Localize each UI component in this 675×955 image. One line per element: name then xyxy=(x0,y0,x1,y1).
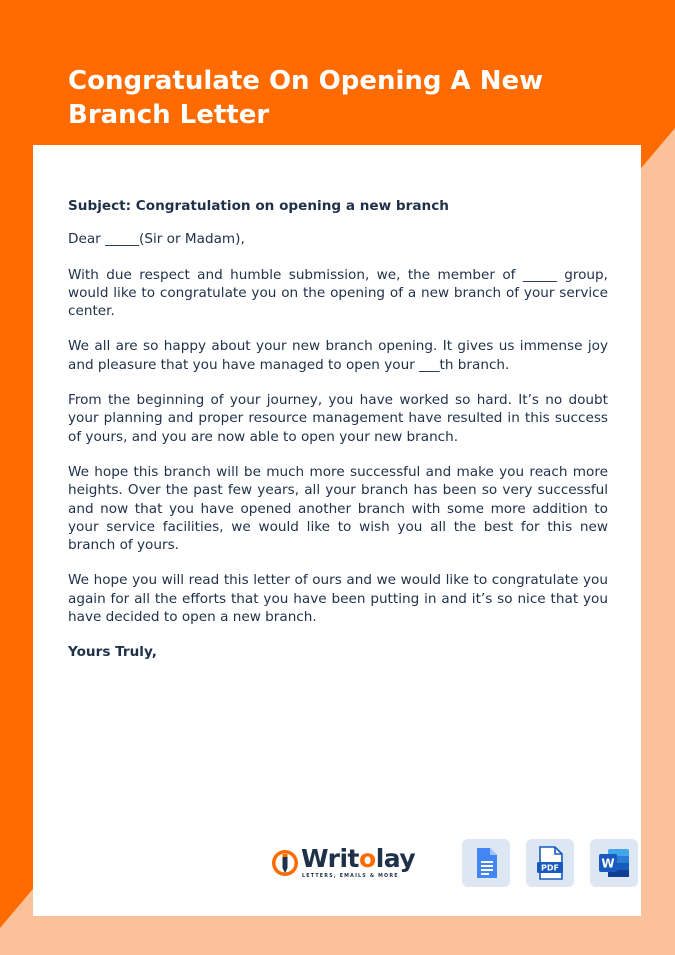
page-title: Congratulate On Opening A New Branch Letter xyxy=(68,66,544,130)
google-docs-button[interactable] xyxy=(462,839,510,887)
letter-salutation: Dear _____(Sir or Madam), xyxy=(68,231,245,248)
footer-bar xyxy=(271,839,615,889)
letter-paragraph: We hope you will read this letter of ours and we would like to congratulate you again for all the efforts that you have been putting in and it’s so nice that you have decided to open a new branch. xyxy=(68,572,608,626)
logo-text-part: lay xyxy=(375,844,416,873)
letter-paragraph: We hope this branch will be much more successful and make you reach more heights. Over the past few years, all your branch has been so very successful and now that you have opened another branch with some more addition to your service facilities, we would like to wish you all the best for this new branch of yours. xyxy=(68,463,608,554)
word-button[interactable] xyxy=(590,839,638,887)
logo-wordmark xyxy=(301,844,415,873)
pdf-button[interactable] xyxy=(526,839,574,887)
writolay-logo[interactable] xyxy=(271,844,416,883)
pencil-logo-icon xyxy=(271,849,299,877)
word-icon xyxy=(590,839,638,887)
letter-paragraph: With due respect and humble submission, we, the member of _____ group, would like to congratulate you on the opening of a new branch of your service center. xyxy=(68,266,608,320)
letter-sheet xyxy=(33,145,641,916)
pdf-icon xyxy=(526,839,574,887)
letter-body xyxy=(68,197,608,679)
google-docs-icon xyxy=(462,839,510,887)
letter-paragraph: From the beginning of your journey, you have worked so hard. It’s no doubt your planning and proper resource management have resulted in this success of yours, and you are now able to open your new branch. xyxy=(68,392,608,445)
letter-subject: Subject: Congratulation on opening a new branch xyxy=(68,198,449,214)
logo-text-part: o xyxy=(359,844,376,873)
logo-text-part: Writ xyxy=(301,844,359,873)
logo-tagline: LETTERS, EMAILS & MORE xyxy=(302,874,399,879)
word-label: W xyxy=(601,856,615,871)
letter-paragraph: We all are so happy about your new branch opening. It gives us immense joy and pleasure that you have managed to open your ___th branch. xyxy=(68,338,608,373)
letter-closing: Yours Truly, xyxy=(68,644,157,661)
pdf-label: PDF xyxy=(541,863,559,873)
